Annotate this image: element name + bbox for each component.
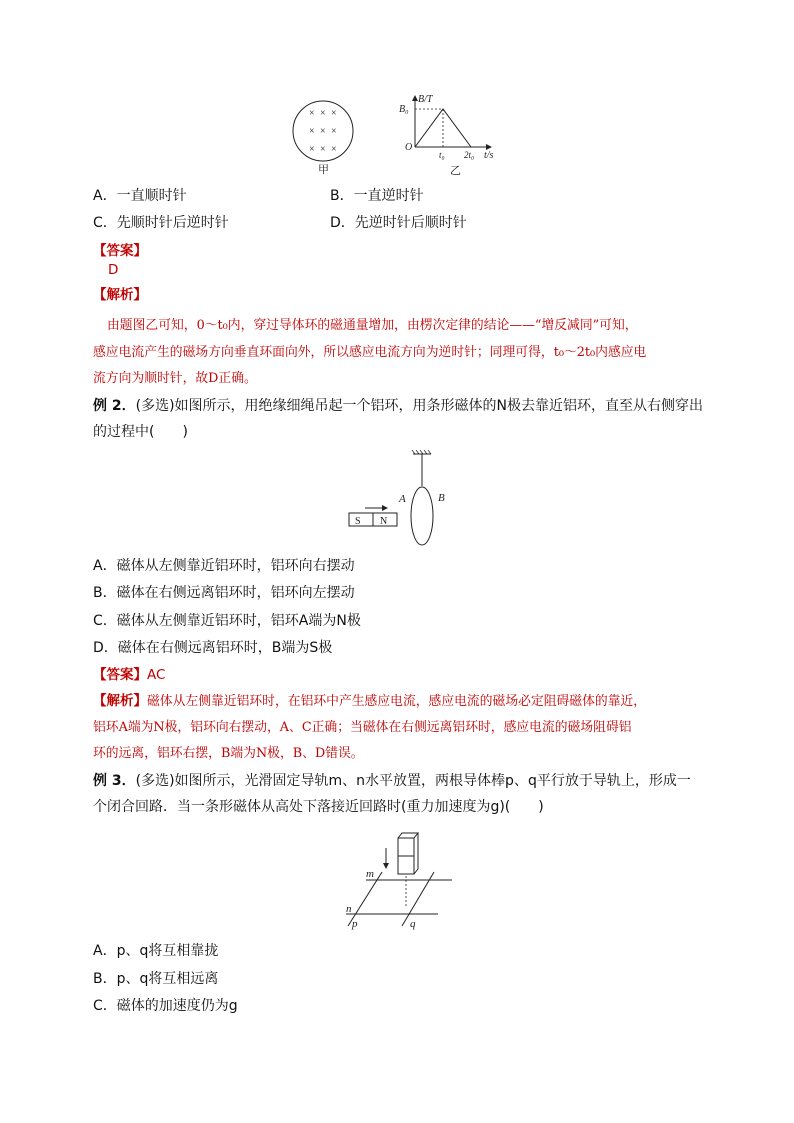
svg-text:S: S [355,516,361,527]
svg-text:m: m [366,868,374,880]
figure-jia-circle [290,98,360,178]
option-a: A．一直顺时针 [93,188,187,204]
explanation-line: 流方向为顺时针，故D正确。 [93,371,257,386]
field-mark: × [320,126,326,137]
svg-text:t₀: t₀ [439,150,445,160]
field-mark: × [309,126,315,137]
option-b: B．p、q将互相远离 [93,971,219,987]
field-mark: × [320,108,326,119]
figure-yi-graph [393,92,508,180]
field-mark: × [320,144,326,155]
question-stem-line: 个闭合回路．当一条形磁体从高处下落接近回路时(重力加速度为g)( ) [93,799,544,815]
option-b: B．磁体在右侧远离铝环时，铝环向左摆动 [93,585,355,601]
figure-magnet-ring [343,450,463,550]
answer-heading: 【答案】 [93,667,147,683]
option-b: B．一直逆时针 [330,188,424,204]
explanation-line: 感应电流产生的磁场方向垂直环面向外，所以感应电流方向为逆时针；同理可得，t₀～2t₀内感应电 [93,345,647,360]
svg-text:B/T: B/T [418,94,433,105]
answer-line [93,665,165,685]
svg-text:t/s: t/s [484,150,494,161]
explanation-line: 【解析】磁体从左侧靠近铝环时，在铝环中产生感应电流，感应电流的磁场必定阻碍磁体的靠近， [93,693,647,709]
svg-text:n: n [346,903,352,915]
field-mark: × [331,108,337,119]
field-mark: × [309,108,315,119]
svg-text:O: O [405,142,413,153]
question-stem: 例 3．(多选)如图所示，光滑固定导轨m、n水平放置，两根导体棒p、q平行放于导轨上，形成一 [93,773,691,789]
svg-text:B: B [438,492,445,504]
answer-value: D [108,262,119,278]
option-c: C．先顺时针后逆时针 [93,215,229,231]
option-d: D．磁体在右侧远离铝环时，B端为S极 [93,640,333,656]
question-number: 例 2． [93,398,136,414]
answer-heading: 【答案】 [93,243,147,259]
option-d: D．先逆时针后顺时针 [330,215,467,231]
svg-text:p: p [352,918,358,930]
field-mark: × [331,126,337,137]
option-c: C．磁体从左侧靠近铝环时，铝环A端为N极 [93,613,361,629]
option-c: C．磁体的加速度仍为g [93,998,238,1014]
svg-text:N: N [380,516,388,527]
question-number: 例 3． [93,773,136,789]
field-mark: × [331,144,337,155]
svg-text:2t₀: 2t₀ [464,150,475,160]
svg-text:乙: 乙 [450,164,461,177]
explanation-heading: 【解析】 [93,693,147,709]
question-stem-line: 的过程中( ) [93,424,188,440]
option-a: A．磁体从左侧靠近铝环时，铝环向右摆动 [93,558,355,574]
svg-text:B₀: B₀ [399,104,409,115]
figure-label-jia: 甲 [318,163,329,176]
svg-text:A: A [399,493,406,505]
question-stem: 例 2．(多选)如图所示，用绝缘细绳吊起一个铝环，用条形磁体的N极去靠近铝环，直至从右侧穿出 [93,398,704,414]
field-mark: × [309,144,315,155]
explanation-line: 环的远离，铝环右摆，B端为N极，B、D错误。 [93,746,364,761]
svg-text:q: q [410,918,416,930]
answer-value: AC [147,667,166,683]
option-a: A．p、q将互相靠拢 [93,943,219,959]
explanation-heading: 【解析】 [93,287,147,303]
explanation-line: 由题图乙可知，0～t₀内，穿过导体环的磁通量增加，由楞次定律的结论——“增反减同”可知， [107,318,638,333]
explanation-line: 铝环A端为N极，铝环向右摆动，A、C正确；当磁体在右侧远离铝环时，感应电流的磁场阻碍铝 [93,720,632,735]
figure-rails [340,828,460,933]
